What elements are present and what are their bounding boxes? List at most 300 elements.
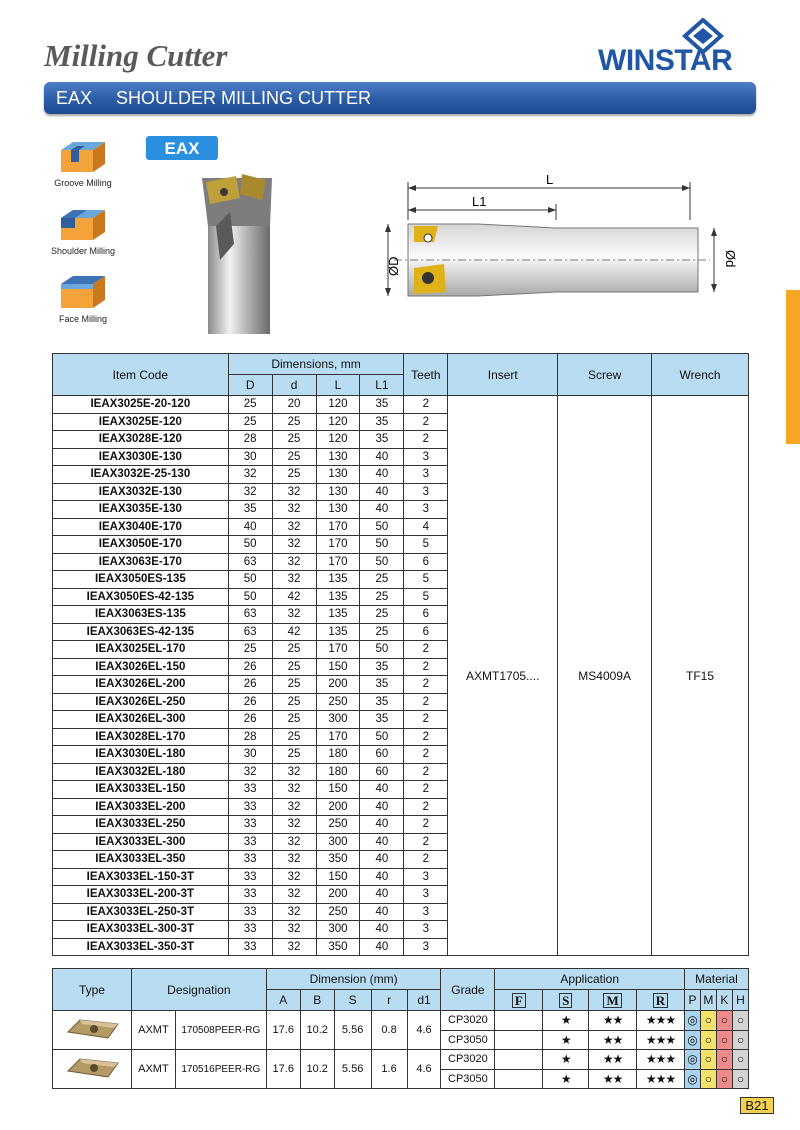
L-cell: 250	[316, 903, 360, 921]
dim-d1-cell: 4.6	[407, 1050, 441, 1089]
dim-L1-label: L1	[472, 194, 487, 209]
application-M-cell: ★★	[589, 1069, 637, 1089]
header-S: S	[334, 990, 371, 1011]
item-code-cell: IEAX3033EL-350	[53, 851, 229, 869]
d-cell: 32	[272, 921, 316, 939]
material-M-cell: ○	[700, 1011, 716, 1031]
application-S-cell: ★	[543, 1050, 589, 1070]
L1-cell: 50	[360, 553, 404, 571]
item-code-cell: IEAX3030E-130	[53, 448, 229, 466]
L1-cell: 40	[360, 886, 404, 904]
D-cell: 33	[228, 781, 272, 799]
D-cell: 25	[228, 641, 272, 659]
dim-r-cell: 0.8	[371, 1011, 407, 1050]
L-cell: 170	[316, 553, 360, 571]
item-code-cell: IEAX3033EL-300	[53, 833, 229, 851]
material-K-cell: ○	[716, 1050, 732, 1070]
L1-cell: 25	[360, 623, 404, 641]
teeth-cell: 2	[404, 676, 448, 694]
d-cell: 25	[272, 746, 316, 764]
header-dimensions: Dimensions, mm	[228, 354, 404, 375]
L1-cell: 35	[360, 711, 404, 729]
side-accent-bar	[786, 290, 800, 444]
application-groove	[50, 136, 116, 188]
L-cell: 135	[316, 571, 360, 589]
teeth-cell: 2	[404, 833, 448, 851]
L-cell: 350	[316, 938, 360, 956]
item-code-cell: IEAX3033EL-250	[53, 816, 229, 834]
L-cell: 180	[316, 763, 360, 781]
D-cell: 33	[228, 851, 272, 869]
teeth-cell: 3	[404, 938, 448, 956]
D-cell: 32	[228, 763, 272, 781]
dim-S-cell: 5.56	[334, 1011, 371, 1050]
teeth-cell: 2	[404, 658, 448, 676]
shoulder-milling-icon	[55, 204, 111, 244]
header-material-H: H	[732, 990, 748, 1011]
grade-cell: CP3050	[441, 1069, 495, 1089]
header-d: d	[272, 375, 316, 396]
item-code-cell: IEAX3025EL-170	[53, 641, 229, 659]
L-cell: 200	[316, 676, 360, 694]
item-code-cell: IEAX3032E-25-130	[53, 466, 229, 484]
L-cell: 120	[316, 431, 360, 449]
dim-OD-label: ØD	[386, 256, 401, 276]
item-code-cell: IEAX3033EL-200-3T	[53, 886, 229, 904]
insert-photo-icon	[62, 1053, 122, 1083]
L-cell: 150	[316, 658, 360, 676]
D-cell: 63	[228, 606, 272, 624]
D-cell: 30	[228, 746, 272, 764]
teeth-cell: 3	[404, 501, 448, 519]
material-H-cell: ○	[732, 1011, 748, 1031]
header-designation: Designation	[131, 969, 266, 1011]
application-S-cell: ★	[543, 1030, 589, 1050]
dimension-diagram	[380, 168, 740, 298]
item-code-cell: IEAX3026EL-300	[53, 711, 229, 729]
teeth-cell: 3	[404, 868, 448, 886]
L1-cell: 60	[360, 746, 404, 764]
item-code-cell: IEAX3033EL-250-3T	[53, 903, 229, 921]
D-cell: 33	[228, 903, 272, 921]
d-cell: 32	[272, 903, 316, 921]
L-cell: 200	[316, 886, 360, 904]
L-cell: 120	[316, 413, 360, 431]
teeth-cell: 6	[404, 553, 448, 571]
d-cell: 25	[272, 466, 316, 484]
L1-cell: 40	[360, 448, 404, 466]
item-code-cell: IEAX3033EL-200	[53, 798, 229, 816]
teeth-cell: 2	[404, 851, 448, 869]
D-cell: 26	[228, 693, 272, 711]
header-application: Application	[495, 969, 685, 990]
teeth-cell: 3	[404, 483, 448, 501]
page-number: B21	[740, 1097, 774, 1114]
dim-A-cell: 17.6	[266, 1011, 300, 1050]
material-P-cell: ◎	[684, 1050, 700, 1070]
item-code-cell: IEAX3033EL-150	[53, 781, 229, 799]
d-cell: 25	[272, 676, 316, 694]
L1-cell: 60	[360, 763, 404, 781]
header-type: Type	[53, 969, 132, 1011]
L-cell: 150	[316, 868, 360, 886]
application-M-cell: ★★	[589, 1050, 637, 1070]
application-R-cell: ★★★	[637, 1050, 685, 1070]
L-cell: 250	[316, 693, 360, 711]
L1-cell: 50	[360, 641, 404, 659]
L1-cell: 40	[360, 833, 404, 851]
item-code-cell: IEAX3028EL-170	[53, 728, 229, 746]
teeth-cell: 2	[404, 781, 448, 799]
insert-cell: AXMT1705....	[448, 396, 558, 956]
L-cell: 250	[316, 816, 360, 834]
D-cell: 33	[228, 886, 272, 904]
teeth-cell: 6	[404, 623, 448, 641]
item-code-cell: IEAX3026EL-150	[53, 658, 229, 676]
insert-row	[53, 1050, 749, 1070]
banner-name: SHOULDER MILLING CUTTER	[116, 88, 372, 108]
L-cell: 170	[316, 518, 360, 536]
teeth-cell: 2	[404, 396, 448, 414]
L-cell: 135	[316, 623, 360, 641]
D-cell: 28	[228, 728, 272, 746]
D-cell: 40	[228, 518, 272, 536]
L1-cell: 35	[360, 676, 404, 694]
grade-cell: CP3050	[441, 1030, 495, 1050]
D-cell: 26	[228, 676, 272, 694]
grade-cell: CP3020	[441, 1050, 495, 1070]
d-cell: 32	[272, 781, 316, 799]
application-R-cell: ★★★	[637, 1069, 685, 1089]
d-cell: 25	[272, 413, 316, 431]
application-R-cell: ★★★	[637, 1011, 685, 1031]
header-material-P: P	[684, 990, 700, 1011]
teeth-cell: 3	[404, 903, 448, 921]
L1-cell: 35	[360, 431, 404, 449]
dim-S-cell: 5.56	[334, 1050, 371, 1089]
D-cell: 25	[228, 396, 272, 414]
material-K-cell: ○	[716, 1011, 732, 1031]
teeth-cell: 2	[404, 728, 448, 746]
header-D: D	[228, 375, 272, 396]
teeth-cell: 2	[404, 798, 448, 816]
insert-code-cell: 170516PEER-RG	[175, 1050, 266, 1089]
material-K-cell: ○	[716, 1069, 732, 1089]
application-label: Groove Milling	[54, 178, 112, 188]
item-code-cell: IEAX3040E-170	[53, 518, 229, 536]
insert-code-cell: 170508PEER-RG	[175, 1011, 266, 1050]
d-cell: 32	[272, 798, 316, 816]
item-code-cell: IEAX3050E-170	[53, 536, 229, 554]
header-B: B	[300, 990, 334, 1011]
L1-cell: 40	[360, 868, 404, 886]
L1-cell: 25	[360, 606, 404, 624]
teeth-cell: 2	[404, 641, 448, 659]
groove-milling-icon	[55, 136, 111, 176]
d-cell: 25	[272, 693, 316, 711]
cutter-spec-table	[52, 353, 749, 956]
L-cell: 170	[316, 728, 360, 746]
L1-cell: 40	[360, 483, 404, 501]
D-cell: 32	[228, 483, 272, 501]
L1-cell: 40	[360, 903, 404, 921]
L1-cell: 40	[360, 921, 404, 939]
teeth-cell: 3	[404, 921, 448, 939]
application-F-cell	[495, 1050, 543, 1070]
item-code-cell: IEAX3028E-120	[53, 431, 229, 449]
d-cell: 32	[272, 606, 316, 624]
dim-Od-label: Ød	[723, 250, 738, 268]
D-cell: 26	[228, 711, 272, 729]
L1-cell: 40	[360, 781, 404, 799]
header-material-M: M	[700, 990, 716, 1011]
dim-A-cell: 17.6	[266, 1050, 300, 1089]
header-screw: Screw	[558, 354, 652, 396]
banner-code: EAX	[56, 88, 93, 108]
L1-cell: 40	[360, 798, 404, 816]
teeth-cell: 2	[404, 763, 448, 781]
header-grade: Grade	[441, 969, 495, 1011]
grade-cell: CP3020	[441, 1011, 495, 1031]
d-cell: 32	[272, 483, 316, 501]
L-cell: 150	[316, 781, 360, 799]
item-code-cell: IEAX3032E-130	[53, 483, 229, 501]
dim-r-cell: 1.6	[371, 1050, 407, 1089]
material-M-cell: ○	[700, 1069, 716, 1089]
application-medium-icon: M	[603, 993, 621, 1008]
material-K-cell: ○	[716, 1030, 732, 1050]
D-cell: 33	[228, 816, 272, 834]
application-face	[50, 272, 116, 324]
application-finishing-icon: F	[512, 993, 526, 1008]
header-insert: Insert	[448, 354, 558, 396]
D-cell: 32	[228, 466, 272, 484]
d-cell: 32	[272, 536, 316, 554]
L1-cell: 35	[360, 693, 404, 711]
D-cell: 26	[228, 658, 272, 676]
L-cell: 135	[316, 588, 360, 606]
item-code-cell: IEAX3025E-20-120	[53, 396, 229, 414]
product-badge	[146, 136, 218, 160]
d-cell: 32	[272, 501, 316, 519]
header-teeth: Teeth	[404, 354, 448, 396]
D-cell: 30	[228, 448, 272, 466]
product-badge-label: EAX	[164, 139, 200, 158]
L1-cell: 35	[360, 413, 404, 431]
material-H-cell: ○	[732, 1069, 748, 1089]
d-cell: 32	[272, 833, 316, 851]
L-cell: 120	[316, 396, 360, 414]
d-cell: 32	[272, 553, 316, 571]
d-cell: 25	[272, 431, 316, 449]
L1-cell: 50	[360, 536, 404, 554]
insert-photo-icon	[62, 1014, 122, 1044]
insert-spec-table	[52, 968, 749, 1089]
item-code-cell: IEAX3050ES-42-135	[53, 588, 229, 606]
teeth-cell: 2	[404, 413, 448, 431]
material-P-cell: ◎	[684, 1069, 700, 1089]
L-cell: 130	[316, 466, 360, 484]
item-code-cell: IEAX3026EL-250	[53, 693, 229, 711]
d-cell: 32	[272, 886, 316, 904]
application-F-cell	[495, 1011, 543, 1031]
material-M-cell: ○	[700, 1050, 716, 1070]
L1-cell: 50	[360, 518, 404, 536]
item-code-cell: IEAX3030EL-180	[53, 746, 229, 764]
table-row	[53, 396, 749, 414]
d-cell: 20	[272, 396, 316, 414]
teeth-cell: 6	[404, 606, 448, 624]
teeth-cell: 5	[404, 588, 448, 606]
header-dimension: Dimension (mm)	[266, 969, 441, 990]
application-M-cell: ★★	[589, 1030, 637, 1050]
D-cell: 35	[228, 501, 272, 519]
application-label: Shoulder Milling	[50, 246, 116, 256]
teeth-cell: 5	[404, 571, 448, 589]
face-milling-icon	[55, 272, 111, 312]
cutter-photo	[196, 164, 280, 334]
dim-B-cell: 10.2	[300, 1050, 334, 1089]
header-r: r	[371, 990, 407, 1011]
d-cell: 25	[272, 658, 316, 676]
D-cell: 25	[228, 413, 272, 431]
teeth-cell: 3	[404, 886, 448, 904]
L1-cell: 35	[360, 658, 404, 676]
L1-cell: 35	[360, 396, 404, 414]
application-R-cell: ★★★	[637, 1030, 685, 1050]
material-P-cell: ◎	[684, 1030, 700, 1050]
L-cell: 180	[316, 746, 360, 764]
dim-L-label: L	[546, 172, 554, 187]
insert-row	[53, 1011, 749, 1031]
D-cell: 50	[228, 571, 272, 589]
item-code-cell: IEAX3035E-130	[53, 501, 229, 519]
page-title: Milling Cutter	[44, 38, 228, 73]
teeth-cell: 2	[404, 431, 448, 449]
header-material: Material	[684, 969, 748, 990]
D-cell: 33	[228, 938, 272, 956]
teeth-cell: 2	[404, 693, 448, 711]
material-H-cell: ○	[732, 1030, 748, 1050]
item-code-cell: IEAX3050ES-135	[53, 571, 229, 589]
d-cell: 42	[272, 588, 316, 606]
item-code-cell: IEAX3063ES-135	[53, 606, 229, 624]
L-cell: 170	[316, 536, 360, 554]
D-cell: 33	[228, 921, 272, 939]
L1-cell: 40	[360, 501, 404, 519]
L1-cell: 25	[360, 588, 404, 606]
application-shoulder	[50, 204, 116, 256]
teeth-cell: 2	[404, 816, 448, 834]
L-cell: 300	[316, 711, 360, 729]
D-cell: 33	[228, 833, 272, 851]
L-cell: 135	[316, 606, 360, 624]
teeth-cell: 3	[404, 448, 448, 466]
header-L1: L1	[360, 375, 404, 396]
L-cell: 350	[316, 851, 360, 869]
d-cell: 32	[272, 868, 316, 886]
item-code-cell: IEAX3063ES-42-135	[53, 623, 229, 641]
logo-text: WINSTAR	[598, 44, 733, 77]
D-cell: 50	[228, 536, 272, 554]
item-code-cell: IEAX3033EL-150-3T	[53, 868, 229, 886]
D-cell: 63	[228, 553, 272, 571]
insert-image-cell	[53, 1011, 132, 1050]
dim-B-cell: 10.2	[300, 1011, 334, 1050]
application-label: Face Milling	[58, 314, 107, 324]
application-roughing-icon: R	[653, 993, 668, 1008]
d-cell: 25	[272, 728, 316, 746]
header-d1: d1	[407, 990, 441, 1011]
d-cell: 32	[272, 571, 316, 589]
d-cell: 25	[272, 711, 316, 729]
D-cell: 33	[228, 868, 272, 886]
header-material-K: K	[716, 990, 732, 1011]
L-cell: 130	[316, 501, 360, 519]
L1-cell: 40	[360, 938, 404, 956]
L-cell: 130	[316, 448, 360, 466]
item-code-cell: IEAX3032EL-180	[53, 763, 229, 781]
item-code-cell: IEAX3063E-170	[53, 553, 229, 571]
item-code-cell: IEAX3033EL-350-3T	[53, 938, 229, 956]
L-cell: 300	[316, 921, 360, 939]
teeth-cell: 3	[404, 466, 448, 484]
L1-cell: 50	[360, 728, 404, 746]
D-cell: 50	[228, 588, 272, 606]
header-item-code: Item Code	[53, 354, 229, 396]
application-M-cell: ★★	[589, 1011, 637, 1031]
teeth-cell: 4	[404, 518, 448, 536]
d-cell: 32	[272, 938, 316, 956]
L-cell: 130	[316, 483, 360, 501]
application-semi-finishing-icon: S	[559, 993, 572, 1008]
L-cell: 300	[316, 833, 360, 851]
teeth-cell: 2	[404, 711, 448, 729]
L1-cell: 40	[360, 466, 404, 484]
d-cell: 32	[272, 763, 316, 781]
D-cell: 28	[228, 431, 272, 449]
header-L: L	[316, 375, 360, 396]
d-cell: 32	[272, 851, 316, 869]
insert-series-cell: AXMT	[131, 1011, 175, 1050]
d-cell: 32	[272, 816, 316, 834]
L-cell: 170	[316, 641, 360, 659]
d-cell: 32	[272, 518, 316, 536]
D-cell: 33	[228, 798, 272, 816]
teeth-cell: 2	[404, 746, 448, 764]
application-F-cell	[495, 1030, 543, 1050]
item-code-cell: IEAX3033EL-300-3T	[53, 921, 229, 939]
material-H-cell: ○	[732, 1050, 748, 1070]
L1-cell: 40	[360, 816, 404, 834]
insert-series-cell: AXMT	[131, 1050, 175, 1089]
application-F-cell	[495, 1069, 543, 1089]
d-cell: 25	[272, 448, 316, 466]
material-P-cell: ◎	[684, 1011, 700, 1031]
d-cell: 25	[272, 641, 316, 659]
material-M-cell: ○	[700, 1030, 716, 1050]
item-code-cell: IEAX3025E-120	[53, 413, 229, 431]
brand-logo	[598, 18, 758, 78]
header-A: A	[266, 990, 300, 1011]
D-cell: 63	[228, 623, 272, 641]
L-cell: 200	[316, 798, 360, 816]
wrench-cell: TF15	[652, 396, 749, 956]
L1-cell: 25	[360, 571, 404, 589]
item-code-cell: IEAX3026EL-200	[53, 676, 229, 694]
dim-d1-cell: 4.6	[407, 1011, 441, 1050]
screw-cell: MS4009A	[558, 396, 652, 956]
